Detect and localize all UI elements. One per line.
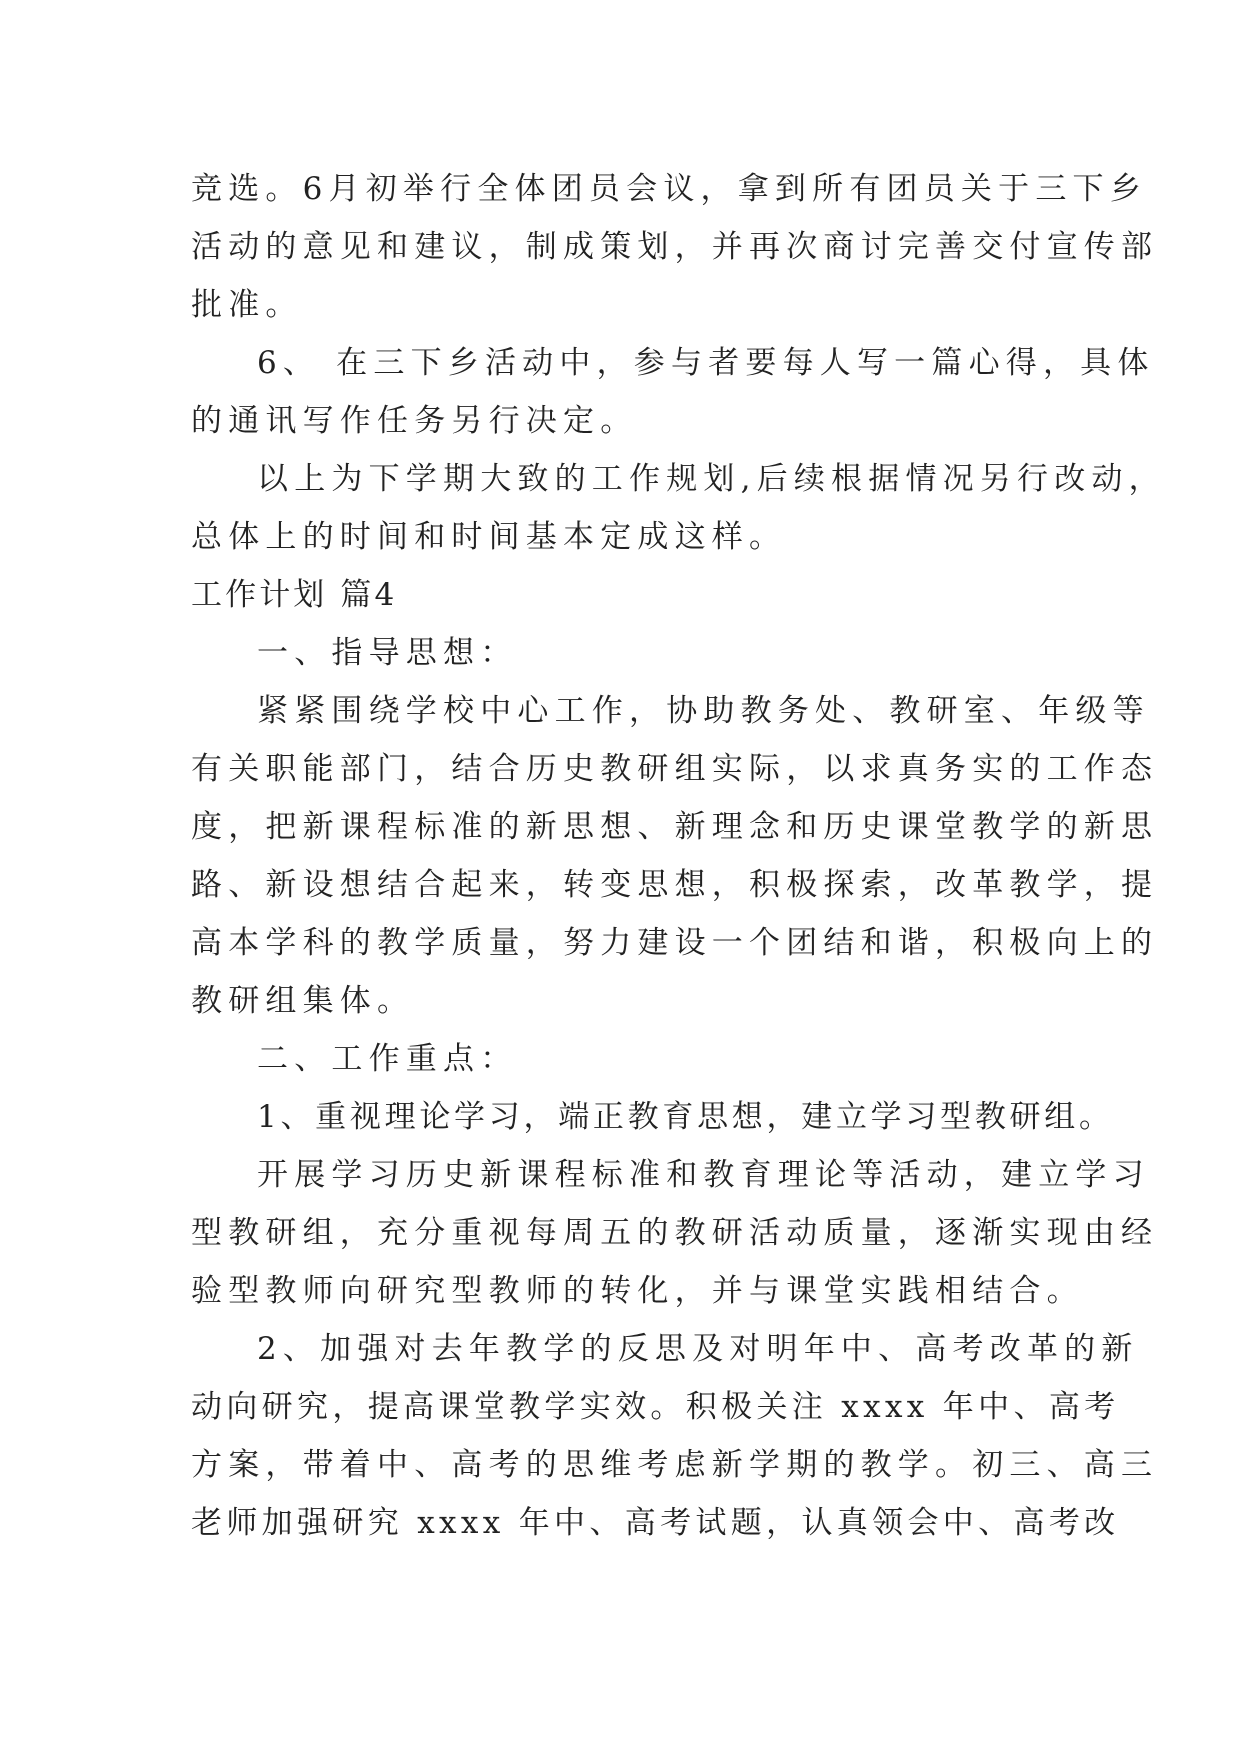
paragraph-line: 2、加强对去年教学的反思及对明年中、高考改革的新 [257,1331,1139,1367]
paragraph-line: 高本学科的教学质量，努力建设一个团结和谐，积极向上的 [191,925,1159,961]
subheading: 一、指导思想： [257,635,518,671]
subheading: 二、工作重点： [257,1041,518,1077]
paragraph-line: 路、新设想结合起来，转变思想，积极探索，改革教学，提 [191,867,1159,903]
paragraph-line: 活动的意见和建议，制成策划，并再次商讨完善交付宣传部 [191,229,1159,265]
paragraph-line: 总体上的时间和时间基本定成这样。 [191,519,787,555]
paragraph-line: 开展学习历史新课程标准和教育理论等活动，建立学习 [257,1157,1150,1193]
paragraph-line: 度，把新课程标准的新思想、新理念和历史课堂教学的新思 [191,809,1159,845]
document-body [191,160,1166,1552]
paragraph-line: 有关职能部门，结合历史教研组实际，以求真务实的工作态 [191,751,1159,787]
paragraph-line: 型教研组，充分重视每周五的教研活动质量，逐渐实现由经 [191,1215,1159,1251]
paragraph-line: 以上为下学期大致的工作规划,后续根据情况另行改动， [257,461,1166,497]
paragraph-line: 老师加强研究 xxxx 年中、高考试题，认真领会中、高考改 [191,1505,1120,1541]
paragraph-line: 教研组集体。 [191,983,415,1019]
paragraph-line: 批准。 [191,287,303,323]
paragraph-line: 紧紧围绕学校中心工作，协助教务处、教研室、年级等 [257,693,1150,729]
paragraph-line: 1、重视理论学习，端正教育思想，建立学习型教研组。 [257,1099,1114,1135]
paragraph-line: 方案，带着中、高考的思维考虑新学期的教学。初三、高三 [191,1447,1159,1483]
paragraph-line: 验型教师向研究型教师的转化，并与课堂实践相结合。 [191,1273,1084,1309]
paragraph-line: 动向研究，提高课堂教学实效。积极关注 xxxx 年中、高考 [191,1389,1120,1425]
section-heading: 工作计划 篇4 [191,577,398,613]
paragraph-line: 6、 在三下乡活动中，参与者要每人写一篇心得，具体 [257,345,1155,381]
paragraph-line: 的通讯写作任务另行决定。 [191,403,638,439]
paragraph-line: 竞选。6月初举行全体团员会议，拿到所有团员关于三下乡 [191,171,1147,207]
